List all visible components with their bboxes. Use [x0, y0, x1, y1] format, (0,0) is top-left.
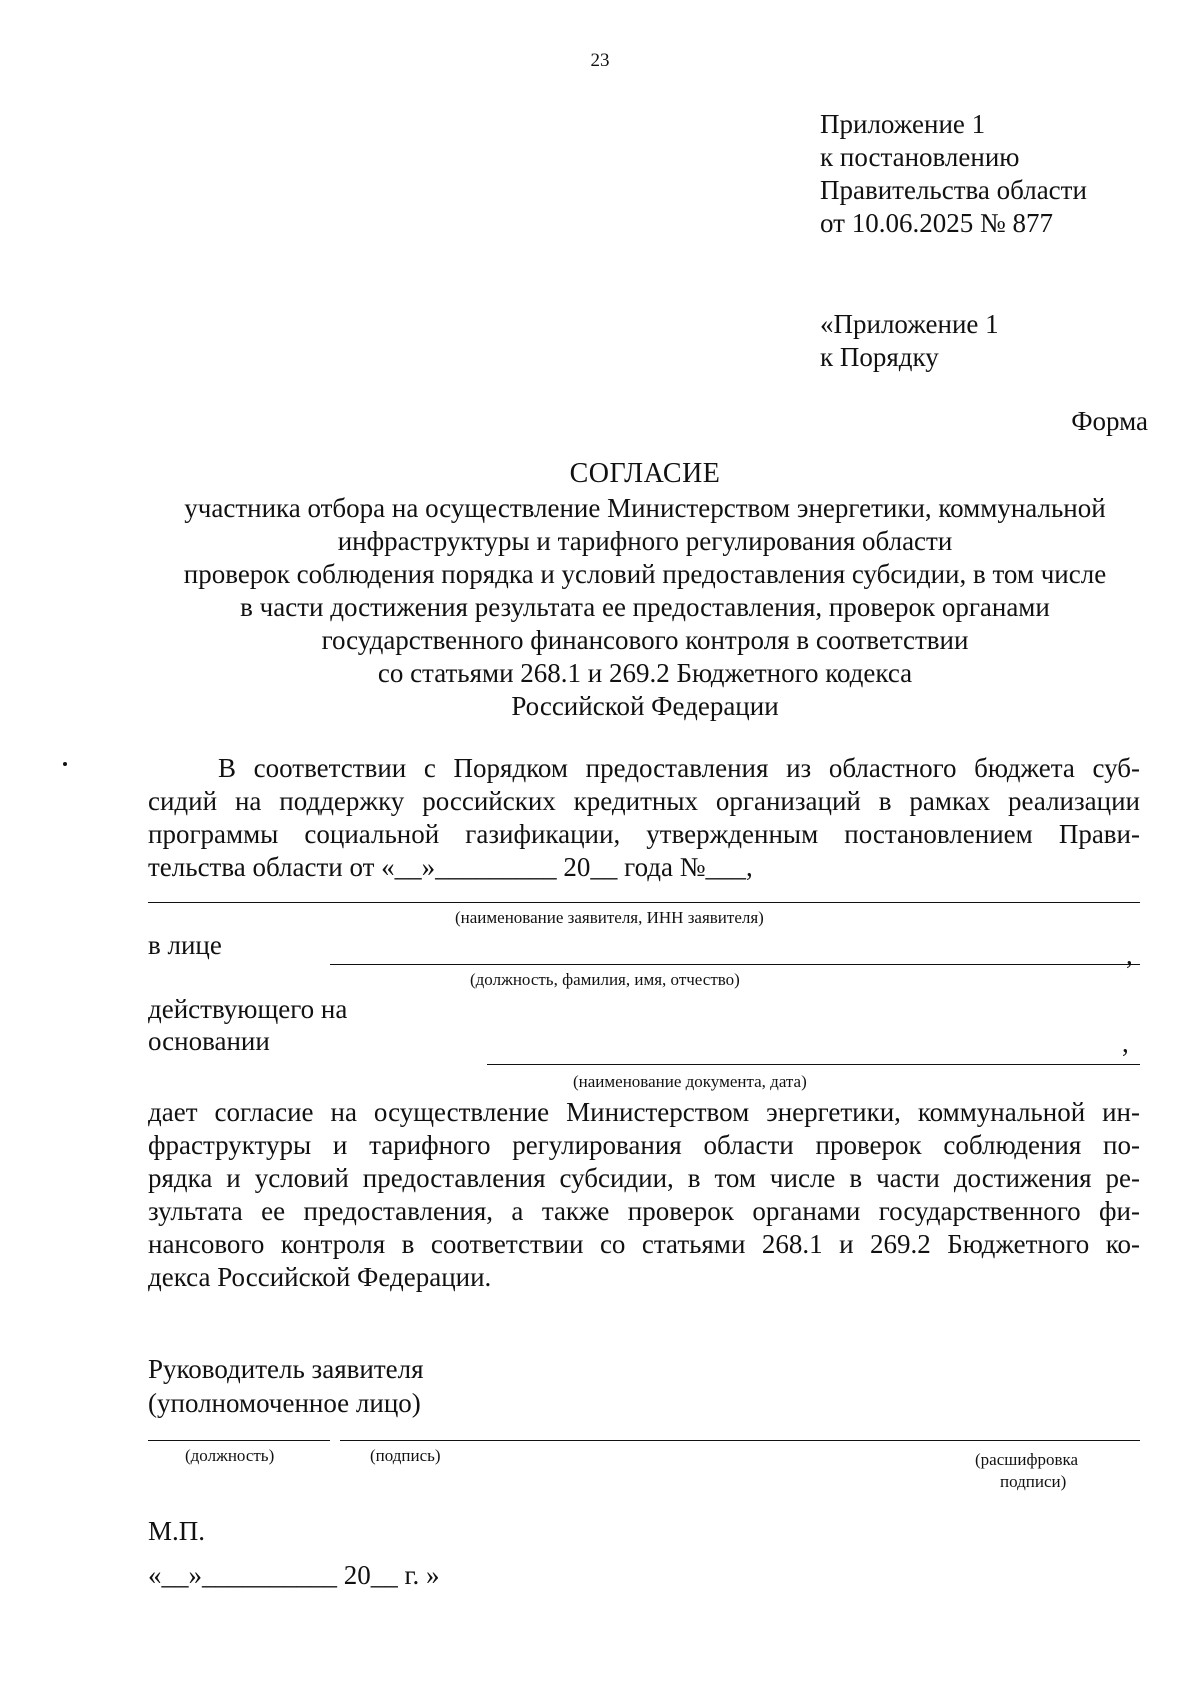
stamp-label: М.П.: [148, 1516, 206, 1546]
intro-line: программы социальной газификации, утвержденным постановлением Прави-: [148, 819, 1140, 849]
person-caption: (должность, фамилия, имя, отчество): [470, 970, 740, 989]
consent-line: зультата ее предоставления, а также проверок органами государственного фи-: [148, 1196, 1140, 1226]
consent-line: дает согласие на осуществление Министерством энергетики, коммунальной ин-: [148, 1097, 1140, 1127]
document-comma: ,: [1122, 1028, 1129, 1058]
appendix-order-line: к Порядку: [820, 342, 939, 372]
acting-label-line1: действующего на: [148, 994, 348, 1024]
subtitle-line: государственного финансового контроля в соответствии: [321, 625, 969, 655]
applicant-caption: (наименование заявителя, ИНН заявителя): [455, 908, 764, 927]
signature-field-line[interactable]: [340, 1440, 1140, 1441]
decode-caption-line1: (расшифровка: [975, 1450, 1079, 1469]
subtitle-line: Российской Федерации: [511, 691, 779, 721]
intro-line: В соответствии с Порядком предоставления из областного бюджета суб-: [218, 753, 1140, 783]
position-caption: (должность): [185, 1446, 275, 1465]
appendix-header-line: к постановлению: [820, 142, 1020, 172]
appendix-order: [820, 308, 999, 374]
in-person-label: в лице: [148, 930, 222, 960]
position-field-line[interactable]: [148, 1440, 330, 1441]
document-title: СОГЛАСИЕ: [569, 458, 721, 489]
consent-line: фраструктуры и тарифного регулирования области проверок соблюдения по-: [148, 1130, 1140, 1160]
document-subtitle: [0, 492, 1200, 723]
stray-dot: [63, 762, 67, 766]
subtitle-line: со статьями 268.1 и 269.2 Бюджетного кодекса: [377, 658, 913, 688]
intro-line: тельства области от «__»_________ 20__ года №___,: [148, 852, 753, 882]
document-caption: (наименование документа, дата): [573, 1072, 807, 1091]
subtitle-line: в части достижения результата ее предоставления, проверок органами: [240, 592, 1050, 622]
subtitle-line: инфраструктуры и тарифного регулирования области: [337, 526, 953, 556]
applicant-field-line[interactable]: [148, 902, 1140, 903]
consent-paragraph: [148, 1096, 1140, 1294]
consent-line: рядка и условий предоставления субсидии, в том числе в части достижения ре-: [148, 1163, 1140, 1193]
appendix-order-line: «Приложение 1: [820, 309, 999, 339]
signer-label-line1: Руководитель заявителя: [148, 1354, 424, 1384]
subtitle-line: участника отбора на осуществление Министерством энергетики, коммунальной: [184, 493, 1106, 523]
subtitle-line: проверок соблюдения порядка и условий предоставления субсидии, в том числе: [183, 559, 1107, 589]
intro-line: сидий на поддержку российских кредитных организаций в рамках реализации: [148, 786, 1140, 816]
decode-caption-line2: подписи): [1000, 1472, 1067, 1491]
acting-label-line2: основании: [148, 1026, 270, 1056]
form-label: Форма: [1071, 406, 1148, 436]
consent-line: декса Российской Федерации.: [148, 1262, 492, 1292]
signature-caption: (подпись): [370, 1446, 441, 1465]
consent-line: нансового контроля в соответствии со статьями 268.1 и 269.2 Бюджетного ко-: [148, 1229, 1140, 1259]
intro-paragraph: [148, 752, 1140, 884]
appendix-header: [820, 108, 1087, 240]
signer-label-line2: (уполномоченное лицо): [148, 1388, 421, 1418]
person-comma: ,: [1126, 940, 1133, 970]
appendix-header-line: Правительства области: [820, 175, 1087, 205]
page-number: 23: [590, 50, 610, 71]
appendix-header-line: от 10.06.2025 № 877: [820, 208, 1053, 238]
signature-date: «__»__________ 20__ г. »: [148, 1560, 440, 1590]
appendix-header-line: Приложение 1: [820, 109, 986, 139]
document-field-line[interactable]: [487, 1064, 1140, 1065]
person-field-line[interactable]: [330, 964, 1140, 965]
